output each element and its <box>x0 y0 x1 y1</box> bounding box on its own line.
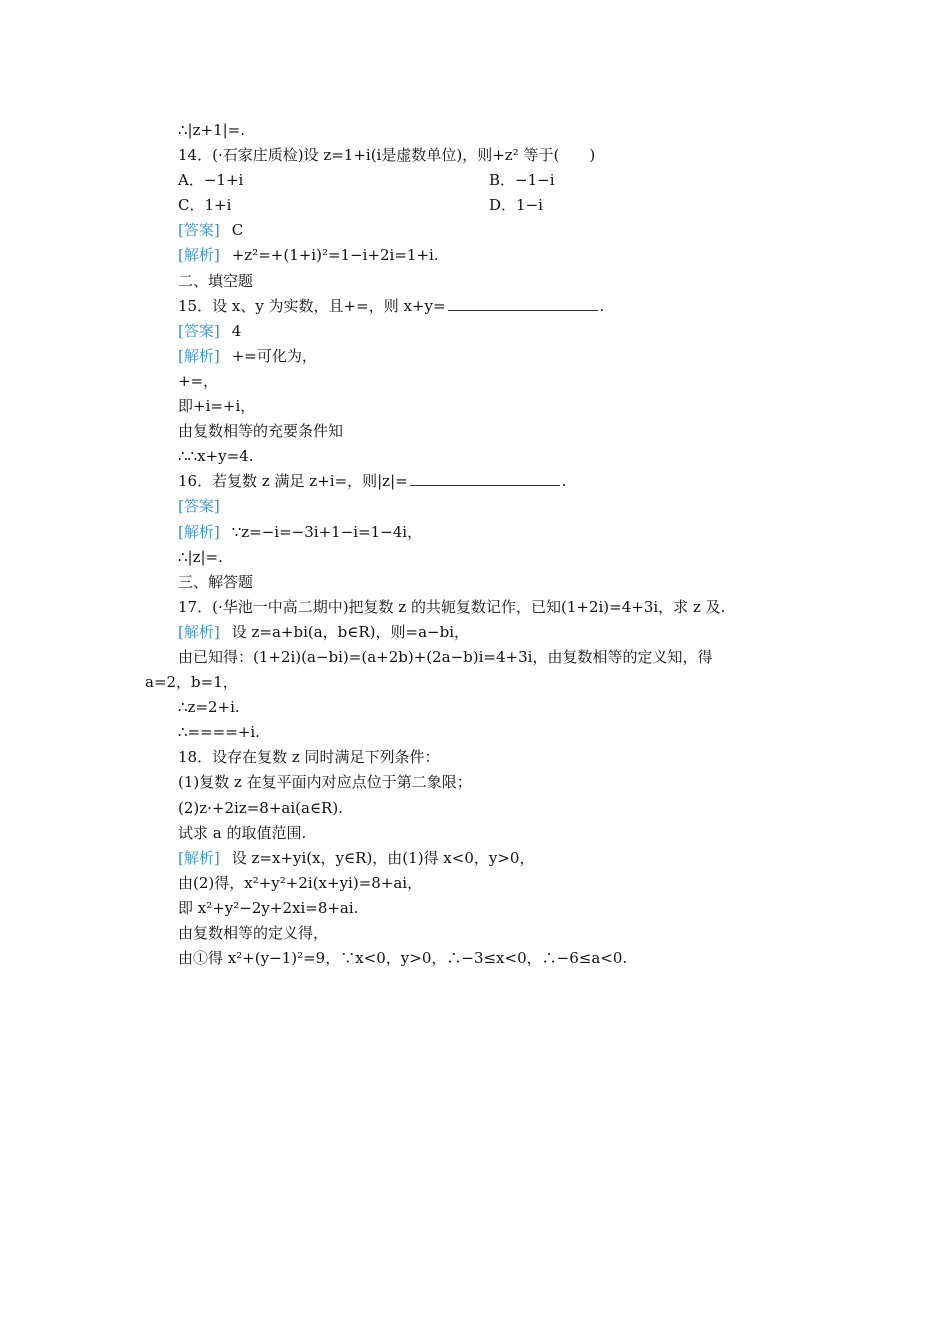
analysis-tag: [解析] <box>178 346 220 365</box>
text-line: ∴|z|=. <box>178 547 223 566</box>
question-18: 18．设存在复数 z 同时满足下列条件： <box>178 748 440 767</box>
analysis-tag: [解析] <box>178 848 220 867</box>
text-line: 试求 a 的取值范围. <box>178 823 307 842</box>
answer-value: C <box>231 221 244 240</box>
question-end: . <box>561 472 567 491</box>
text-line: 由已知得：(1+2i)(a−bi)=(a+2b)+(2a−b)i=4+3i，由复数相等的定义知，得 <box>178 647 713 666</box>
text-line: 即+i=+i， <box>178 397 256 416</box>
text-line: ∴|z+1|=. <box>178 121 246 139</box>
answer-line <box>145 494 810 519</box>
analysis-text: ∵z=−i=−3i+1−i=1−4i， <box>231 522 423 541</box>
analysis-line <box>145 243 810 268</box>
answer-tag: [答案] <box>178 221 220 240</box>
text-line: 由(2)得，x²+y²+2i(x+yi)=8+ai， <box>178 873 423 892</box>
section-heading: 三、解答题 <box>178 572 254 591</box>
text-line: ∴z=2+i. <box>178 698 240 717</box>
option-d: D．1−i <box>489 196 543 215</box>
analysis-text: +=可化为， <box>231 346 317 365</box>
option-c: C．1+i <box>178 196 232 215</box>
option-a: A．−1+i <box>178 171 244 190</box>
document-body <box>145 118 810 971</box>
analysis-tag: [解析] <box>178 522 220 541</box>
analysis-line <box>145 520 810 545</box>
text-line: 由①得 x²+(y−1)²=9，∵x<0，y>0，∴−3≤x<0，∴−6≤a<0. <box>178 949 628 968</box>
options-row-1 <box>145 168 810 193</box>
answer-tag: [答案] <box>178 497 220 516</box>
option-b: B．−1−i <box>489 171 555 190</box>
analysis-text: 设 z=a+bi(a，b∈R)，则=a−bi， <box>231 622 469 641</box>
text-line: ∴∴x+y=4. <box>178 447 254 466</box>
answer-tag: [答案] <box>178 321 220 340</box>
options-row-2 <box>145 193 810 218</box>
question-16 <box>145 469 810 494</box>
text-line: (1)复数 z 在复平面内对应点位于第二象限； <box>178 773 472 792</box>
text-line: a=2，b=1， <box>145 673 238 692</box>
analysis-tag: [解析] <box>178 246 220 265</box>
answer-blank <box>410 470 560 486</box>
question-15 <box>145 294 810 319</box>
question-end: . <box>599 296 605 315</box>
analysis-text: 设 z=x+yi(x，y∈R)，由(1)得 x<0，y>0， <box>231 848 535 867</box>
question-text: 15．设 x、y 为实数，且+=，则 x+y= <box>178 296 446 315</box>
answer-value: 4 <box>231 321 242 340</box>
analysis-text: +z²=+(1+i)²=1−i+2i=1+i. <box>231 246 439 265</box>
text-line: +=， <box>178 371 219 390</box>
text-line: 由复数相等的定义得， <box>178 924 329 942</box>
text-line: 由复数相等的充要条件知 <box>178 422 344 441</box>
text-line: (2)z·+2iz=8+ai(a∈R). <box>178 798 343 817</box>
analysis-tag: [解析] <box>178 622 220 641</box>
analysis-line <box>145 620 810 645</box>
answer-line <box>145 218 810 243</box>
question-text: 16．若复数 z 满足 z+i=，则|z|= <box>178 472 408 491</box>
question-14: 14．(·石家庄质检)设 z=1+i(i是虚数单位)，则+z² 等于( ) <box>178 146 596 165</box>
answer-blank <box>448 295 598 311</box>
section-heading: 二、填空题 <box>178 271 254 290</box>
question-17: 17．(·华池一中高二期中)把复数 z 的共轭复数记作，已知(1+2i)=4+3i，求 z 及. <box>178 597 726 616</box>
answer-line <box>145 319 810 344</box>
analysis-line <box>145 344 810 369</box>
text-line: ∴====+i. <box>178 723 260 742</box>
text-line: 即 x²+y²−2y+2xi=8+ai. <box>178 898 359 917</box>
analysis-line <box>145 846 810 871</box>
